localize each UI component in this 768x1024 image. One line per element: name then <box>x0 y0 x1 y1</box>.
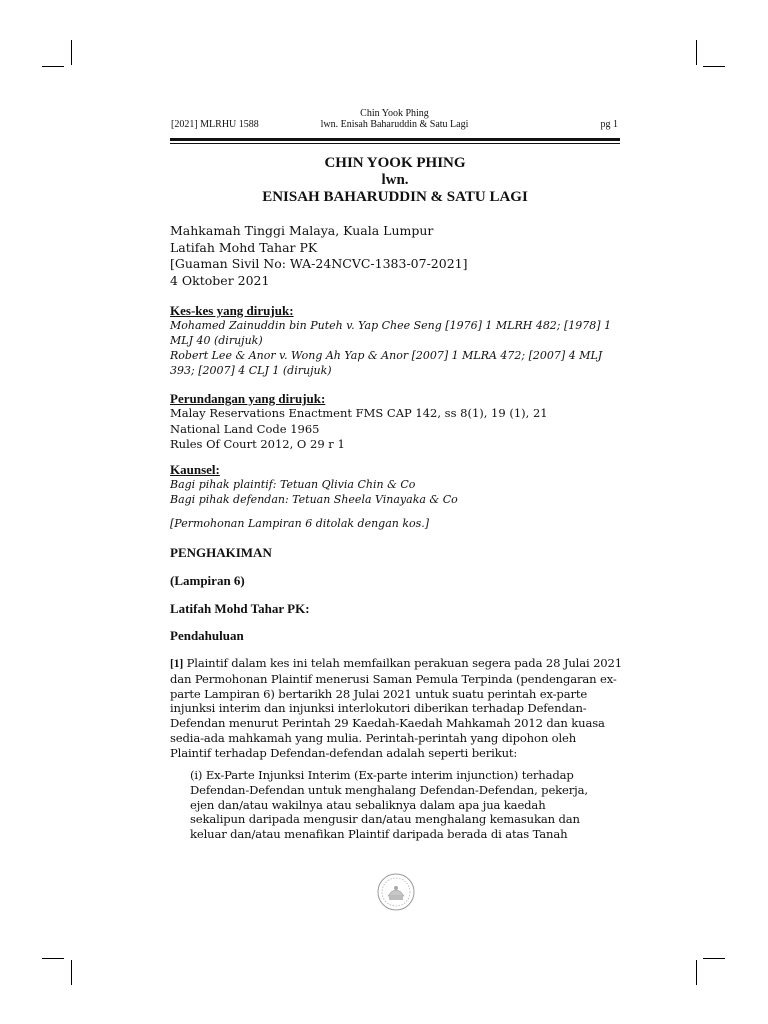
crop-mark <box>696 40 697 65</box>
crop-mark <box>71 960 72 985</box>
crop-mark <box>42 66 64 67</box>
cases-referred-line: 393; [2007] 4 CLJ 1 (dirujuk) <box>170 364 332 377</box>
crop-mark <box>703 66 725 67</box>
crop-mark <box>71 40 72 65</box>
paragraph-text: Plaintif dalam kes ini telah memfailkan perakuan segera pada 28 Julai 2021 <box>186 656 622 670</box>
crop-mark <box>696 960 697 985</box>
judge-heading: Latifah Mohd Tahar PK: <box>170 601 310 616</box>
suit-number: [Guaman Sivil No: WA-24NCVC-1383-07-2021] <box>170 256 468 271</box>
judgment-date: 4 Oktober 2021 <box>170 272 270 288</box>
sub-item-i <box>190 768 622 842</box>
outcome-note: [Permohonan Lampiran 6 ditolak dengan kos.] <box>170 517 430 530</box>
title-defendant: ENISAH BAHARUDDIN & SATU LAGI <box>262 189 528 205</box>
paragraph-line: parte Lampiran 6) bertarikh 28 Julai 2021 untuk suatu perintah ex-parte <box>170 686 588 701</box>
court-seal-icon <box>376 872 416 912</box>
legislation-section <box>170 391 622 453</box>
sub-item-line: keluar dan/atau menafikan Plaintif daripada berada di atas Tanah <box>190 827 568 842</box>
header-page-number: pg 1 <box>600 119 618 130</box>
sub-item-line: sekalipun daripada mengusir dan/atau menghalang kemasukan dan <box>190 812 580 827</box>
crop-mark <box>703 958 725 959</box>
paragraph-line: Plaintif terhadap Defendan-defendan adalah seperti berikut: <box>170 745 518 760</box>
sub-item-line: ejen dan/atau wakilnya atau sebaliknya dalam apa jua kaedah <box>190 797 546 812</box>
crop-mark <box>42 958 64 959</box>
enclosure-heading: (Lampiran 6) <box>170 573 245 588</box>
counsel-plaintiff: Bagi pihak plaintif: Tetuan Qlivia Chin & Co <box>170 478 416 491</box>
court-details <box>170 223 622 289</box>
sub-item-line: Defendan-Defendan untuk menghalang Defendan-Defendan, pekerja, <box>190 782 588 797</box>
paragraph-line: dan Permohonan Plaintif menerusi Saman Pemula Terpinda (pendengaran ex- <box>170 671 617 686</box>
header-citation: [2021] MLRHU 1588 <box>171 119 259 130</box>
paragraph-line: injunksi interim dan injunksi interlokutori diberikan terhadap Defendan- <box>170 701 587 716</box>
paragraph-number: [1] <box>170 657 184 670</box>
paragraph-1 <box>170 656 622 761</box>
counsel-section <box>170 462 622 507</box>
judge-name: Latifah Mohd Tahar PK <box>170 239 318 255</box>
legislation-line: Rules Of Court 2012, O 29 r 1 <box>170 437 345 451</box>
cases-referred-section <box>170 303 622 378</box>
court-name: Mahkamah Tinggi Malaya, Kuala Lumpur <box>170 223 434 238</box>
case-title <box>170 155 620 206</box>
cases-referred-line: Robert Lee & Anor v. Wong Ah Yap & Anor [2007] 1 MLRA 472; [2007] 4 MLJ <box>170 349 603 362</box>
cases-referred-line: MLJ 40 (dirujuk) <box>170 334 263 347</box>
counsel-defendant: Bagi pihak defendan: Tetuan Sheela Vinayaka & Co <box>170 493 458 506</box>
paragraph-line: Defendan menurut Perintah 29 Kaedah-Kaedah Mahkamah 2012 dan kuasa <box>170 716 605 731</box>
cases-referred-heading: Kes-kes yang dirujuk: <box>170 303 294 318</box>
paragraph-line <box>170 656 622 672</box>
counsel-heading: Kaunsel: <box>170 462 220 477</box>
legislation-heading: Perundangan yang dirujuk: <box>170 391 326 406</box>
header-case-short: Chin Yook Phing <box>360 108 429 119</box>
header-rule-thin <box>170 143 620 144</box>
cases-referred-line: Mohamed Zainuddin bin Puteh v. Yap Chee Seng [1976] 1 MLRH 482; [1978] 1 <box>170 319 612 332</box>
legislation-line: Malay Reservations Enactment FMS CAP 142, ss 8(1), 19 (1), 21 <box>170 406 548 420</box>
sub-item-line: (i) Ex-Parte Injunksi Interim (Ex-parte interim injunction) terhadap <box>190 768 574 782</box>
header-rule-thick <box>170 138 620 141</box>
title-versus: lwn. <box>381 172 409 188</box>
intro-heading: Pendahuluan <box>170 628 244 643</box>
title-plaintiff: CHIN YOOK PHING <box>324 155 466 171</box>
judgment-heading: PENGHAKIMAN <box>170 545 272 560</box>
header-parties: lwn. Enisah Baharuddin & Satu Lagi <box>320 119 469 130</box>
legislation-line: National Land Code 1965 <box>170 421 320 436</box>
paragraph-line: sedia-ada mahkamah yang mulia. Perintah-perintah yang dipohon oleh <box>170 730 577 745</box>
